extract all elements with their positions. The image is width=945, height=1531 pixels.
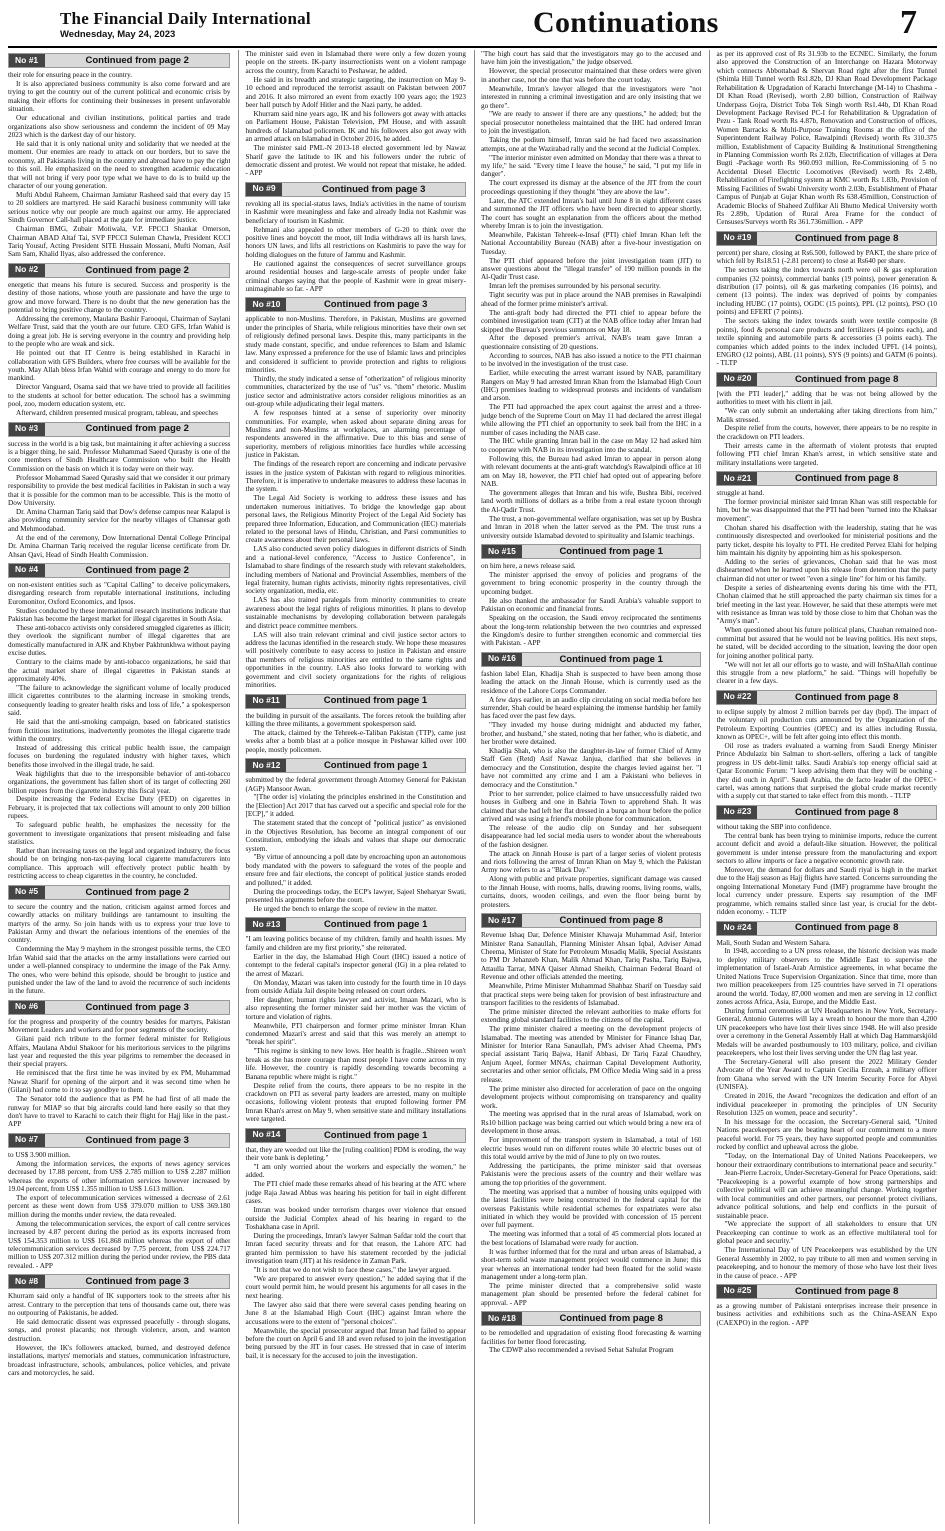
continuation-header [245,1128,466,1143]
continuation-number: No #17 [482,914,522,927]
article-paragraph: Afterward, children presented musical program, tableau, and speeches [16,409,218,418]
article-paragraph: However, the IK's followers attacked, burned, and destroyed defence installations, martyrs' memorials and statues, communication infrastructure, broadcast infrastructure, schools, ambulances, police vehicles, and private cars and motorcycles, he said. [8,1343,231,1378]
continued-from-label: Continued from page 2 [85,54,189,66]
article-paragraph: Adding to the series of grievances, Chohan said that he was most disheartened when he learned upon his release from detention that the party chairman did not utter or tweet "even a single line" for him or his family. [716,557,937,583]
article-continuation [245,917,466,1123]
article-paragraph: Dr. Amina Charman Tariq said that Dow's defense campus near Kalapul is also providing community service for the nearby villages of Chanesar goth and Mehmoodabad. [8,507,231,533]
article-paragraph: "By virtue of announcing a poll date by encroaching upon an autonomous body mandated with the powers to safeguard the votes of the people and ensure free and fair elections, the concept of political justice stands eroded and polluted," it added. [245,853,466,887]
article-paragraph: Jean-Pierre Lacroix, Under-Secretary-General for Peace Operations, said: "Peacekeeping is a powerful example of how strong partnerships and collective political will can achieve meaningful change. Working together with local communities and other partners, our personnel protect civilians, advance political solutions, and help end conflicts in the pursuit of sustainable peace. [716,1169,937,1220]
article-continuation [8,1000,230,1129]
article-continuation [481,652,702,909]
article-paragraph: Rather than increasing taxes on the legal and organized industry, the focus should be on bringing non-tax-paying local cigarette manufacturers into compliance. This approach will effectively protect public health by restricting access to cheap cigarettes in the country, he concluded. [8,847,231,881]
continuation-header [245,297,466,312]
continuation-header [8,1274,230,1289]
article-paragraph: The minister said even in Islamabad there were only a few dozen young people on the streets. IK-party insurrectionists went on a violent rampage across the country, from Karachi to Peshawar, he added. [245,50,466,75]
article-paragraph: to secure the country and the nation, criticism against armed forces and cowardly attacks on military buildings are tantamount to insulting the martyrs of the army. So join hands with us to express your true love to Pakistan Army and thwart the nefarious intentions of the enemies of the country. [8,902,231,945]
continuation-number: No #1 [9,54,45,67]
column-1 [8,50,230,1524]
article-paragraph: "They invaded my house during midnight and abducted my father, brother, and husband," she stated, noting that her father, who is diabetic, and her brother were detained. [480,721,702,747]
continued-from-label: Continued from page 8 [559,915,663,927]
article-paragraph: Meanwhile, the special prosecutor argued that Imran had failed to appear before the court on April 6 and 18 and even refused to join the investigation being pursued by the JIT in four cases. He stressed that in case of interim bail, it is necessary for the accused to join the investigation. [245,1326,466,1360]
article-continuation [481,913,702,1307]
article-paragraph: The export of telecommunication services witnessed a decrease of 2.61 percent as these went down from US$ 379.070 million to US$ 369.180 million during the months under review, the data revealed. [8,1193,231,1219]
continued-from-label: Continued from page 3 [322,183,426,195]
article-paragraph: These anti-tobacco activists only considered smuggled cigarettes as illicit; they overlook the significant number of illegal cigarettes that are domestically manufactured in AJK and Khyber Pakhtunkhwa without paying excise duties. [8,624,231,658]
newspaper-name: The Financial Daily International [60,9,311,28]
article-paragraph: After the deposed premier's arrival, NAB's team gave Imran a questionnaire consisting of 20 questions. [480,334,702,351]
continuation-header [8,1000,230,1015]
article-paragraph: applicable to non-Muslims. Therefore, in Pakistan, Muslims are governed under the principles of Sharia, while religious minorities have their own set of religiously defined personal laws. Despite this, many participants in the study made constant, specific, and undue references to Islam and Islamic law. Many expressed a preference for the use of Islamic laws and principles and considered it sufficient to provide protection and rights to religious minorities. [245,315,466,374]
article-paragraph: To safeguard public health, he emphasizes the necessity for the government to investigate organizations that present misleading and false statistics. [8,821,231,847]
article-paragraph: He said that the anti-smoking campaign, based on fabricated statistics from fictitious institutions, inadvertently promotes the illegal cigarette trade within the country. [8,718,231,744]
continuation-number: No #9 [246,183,282,196]
article-paragraph: Following this, the Bureau had asked Imran to appear in person along with relevant documents at the anti-graft watchdog's Rawalpindi office at 10 am on May 18, however, the PTI chief had opted out of appearing before NAB. [480,454,702,489]
continuation-number: No #2 [9,264,45,277]
article-paragraph: Later, the ATC extended Imran's bail until June 8 in eight different cases and summoned the JIT officers who have been directed to appear shortly. The court has sought an explanation from the officers about the method whereby Imran is to join the investigation. [480,196,702,230]
article-paragraph: Meanwhile, Pakistan Tehreek-e-Insaf (PTI) chief Imran Khan left the National Accountability Bureau (NAB) after a five-hour investigation on Tuesday. [480,230,702,256]
continued-from-label: Continued from page 1 [323,1129,428,1141]
masthead [8,4,937,48]
article-columns [8,50,937,1524]
article-paragraph: Director Vanguard, Osama said that we have tried to provide all facilities to the students at school for better education. The school has a swimming pool, zoo, modern education system, etc. [8,383,231,409]
article-paragraph: Condemning the May 9 mayhem in the strongest possible terms, the CEO Irfan Wahid said that the attacks on the army installations were carried out under a well-planned conspiracy to undermine the image of the Pak Army. The ones, who were behind this episode, should be brought to justice and punished under the law of the land to avoid the recurrence of such incidents in the future. [8,945,231,996]
article-paragraph: The attack on Jinnah House is part of a larger series of violent protests and riots following the arrest of Imran Khan on May 9, which the Pakistan Army now refers to as a "Black Day." [480,849,702,875]
column-4 [709,50,937,1524]
article-paragraph: "I am only worried about the workers and especially the women," he added. [245,1163,466,1180]
article-paragraph: For improvement of the transport system in Islamabad, a total of 160 electric buses would run on different routes while 30 electric buses out of this total would arrive by the mid of June to ply on two routes. [480,1136,702,1162]
article-paragraph: Rehmani also appealed to other members of G-20 to think over the positive lines and boycott the moot, till India withdraws all its harsh laws, honors UN laws, and lifts all restrictions on Kashmiris to pave the way for holding dialogues on the future of Jammu and Kashmir. [245,225,466,259]
continuation-header [8,263,230,278]
article-continuation [716,1284,937,1327]
continuation-number: No #25 [717,1285,757,1298]
article-paragraph: Created in 2016, the Award "recognizes the dedication and effort of an individual peacekeeper in promoting the principles of UN Security Resolution 1325 on women, peace and security". [716,1092,937,1117]
continuation-number: No #19 [717,232,757,245]
article-paragraph: Studies conducted by these international research institutions indicate that Pakistan has become the largest market for illegal cigarettes in South Asia. [8,606,231,624]
article-paragraph: The meeting was informed that a total of 45 commercial plots located at the best locations of Islamabad were ready for auction. [480,1230,702,1247]
continued-from-label: Continued from page 2 [85,423,189,435]
continued-from-label: Continued from page 8 [794,806,899,818]
article-continuation [716,231,937,368]
article-paragraph: Meanwhile, Imran's lawyer alleged that the investigators were "not interested in running a criminal investigation and are only insisting that we go there". [480,84,702,110]
article-paragraph: Mali, South Sudan and Western Sahara. [716,938,831,947]
continuation-header [245,758,466,773]
article-paragraph: The prime minister directed the relevant authorities to make efforts for extending global standard facilities to the citizens of the capital. [480,1007,702,1025]
article-paragraph: without taking the SBP into confidence. [716,822,832,831]
article-paragraph: The Secretary-General will also present the 2022 Military Gender Advocate of the Year Award to Captain Cecilia Erzuah, a military officer from Ghana who served with the UN Interim Security Force for Abyei (UNISFA). [716,1057,937,1092]
article-paragraph: LAS will also train relevant criminal and civil justice sector actors to address the lacunas identified in the research study. We hope these measures will positively contribute to easy access to justice in Pakistan and ensure that members of religious minorities are entitled to the same rights and opportunities in the country. LAS also looks forward to working with government and civil society organizations for the rights of religious minorities. [245,630,466,690]
continuation-header [716,805,937,820]
article-paragraph: The sectors taking the index towards south were textile composite (8 points), food & personal care products and fertilizers (4 points each), and textile spinning and automobile parts & accessories (3 points each). The companies which added points to the index included UPFL (14 points), ENGRO (12 points), ABL (11 points), SYS (9 points) and GATM (6 points). - TLTP [716,317,937,368]
article-paragraph: Oil rose as traders evaluated a warning from Saudi Energy Minister Prince Abdulaziz bin Salman to short-sellers, offering a lack of tangible progress in US debt-limit talks. Saudi Arabia's top energy official said at Qatar Economic Forum: "I keep advising them that they will be ouching - they did ouch in April". Saudi Arabia, the de facto leader of the OPEC+ cartel, was among nations that surprised the global crude market recently with a supply cut that started to take effect from this month. - TLTP [716,741,937,801]
article-paragraph: "The failure to acknowledge the significant volume of locally produced illicit cigarettes contributes to the alarming increase in smoking trends, consequently leading to greater health risks and loss of life," a spokesperson said. [8,684,231,718]
continuation-number: No #11 [246,695,285,708]
continuation-number: No #24 [717,922,757,935]
continuation-header [8,885,230,900]
article-continuation [245,1128,466,1361]
article-paragraph: Prior to her surrender, police claimed to have unsuccessfully raided two houses in Gulberg and one in Bahria Town to apprehend Shah. It was claimed that she had left her flat dressed in a burqa an hour before the police arrived and was using a friend's mobile phone for communication. [480,789,702,823]
article-paragraph: The PTI chief made these remarks ahead of his hearing at the ATC where judge Raja Jawad Abbas was hearing his petition for bail in eight different cases. [245,1180,466,1206]
article-paragraph: Her daughter, human rights lawyer and activist, Imaan Mazari, who is also representing the former minister said her mother was the victim of torture and violation of rights. [245,995,466,1021]
continuation-header [716,690,937,705]
article-paragraph: Along with public and private properties, significant damage was caused to the Jinnah House, with rooms, halls, drawing rooms, living rooms, walls, curtains, doors, wooden ceilings, and even the floor being burnt by protesters. [480,875,702,909]
article-paragraph: Contrary to the claims made by anti-tobacco organizations, he said that the actual market share of illegal cigarettes in Pakistan stands at approximately 40%. [8,658,231,684]
article-paragraph: percent) per share, closing at Rs6.500, followed by PAKT, the share price of which fell by Rs18.51 (-2.81 percent) to close at Rs640 per share. [716,248,937,266]
article-paragraph: The central bank has been trying to minimise imports, reduce the current account deficit and avoid a default-like situation. However, the political government is under intense pressure from the manufacturing and export sectors to allow imports or face a negative economic growth rate. [716,831,937,866]
article-paragraph: Despite relief from the courts, there appears to be no respite in the crackdown on PTI as several party leaders are arrested, many on multiple occasions, following violent protests that erupted following former PM Imran Khan's arrest on May 9, when sensitive state and military installations were targeted. [245,1081,466,1124]
article-continuation [245,694,466,755]
article-paragraph: Khurram said nine years ago, IK and his followers got away with attacks on Parliament House, Pakistan Television, PM House, and with assault hundreds of Islamabad policemen. IK and his followers also got away with an armed attack on Islamabad in October 2016, he added. [245,109,466,144]
article-continuation [245,297,466,689]
article-paragraph: The Legal Aid Society is working to address these issues and has undertaken numerous initiatives. To bridge the knowledge gap about personal laws, the Religious Minority Project of the Legal Aid Society has prepared three Information, Education, and Communication (IEC) materials related to the personal laws of Hindu, Christian, and Parsi communities to create awareness about their personal laws. [245,494,466,545]
article-paragraph: "We can only submit an undertaking after taking directions from him," Malik stressed. [716,407,937,424]
continuation-header [481,544,702,559]
article-paragraph: Chairman BMG, Zubair Motiwala, V.P. FPCCI Shaukat Omerson, Chairman ABAD Altaf Tai, SVP FPCCI Suleman Chawla, President KCCI Tariq Yousuf, Acting President SITE Hussain Mossani, Mufti Noman, Asif Sam Sam, Khalid Ilyas, also addressed the conference. [8,225,231,259]
article-paragraph: struggle at hand. [716,489,765,498]
article-paragraph: Meanwhile, Prime Minister Muhammad Shahbaz Sharif on Tuesday said that practical steps were being taken for provision of best infrastructure and transport facilities to the residents of Islamabad. [480,982,702,1007]
article-continuation [245,758,466,913]
article-paragraph: as per its approved cost of Rs 31.93b to the ECNEC. Similarly, the forum also approved the Construction of an Interchange on Hazara Motorway which connects Abbottabad & Shervan Road right after the first Tunnel (Shimla Hill Tunnel worth Rs1.82b, DJ Khan Road Development Package Rehabilitation & Upgradation of Karachi Interchange (M-14) to Chashma -DI Khan Road (Revised), worth 2.80 billion, Construction of Railway Underpass Gojra, District Toba Tek Singh worth Rs1.44b, DI Khan Road Development Package Revised PC-I for Rehabilitation & Upgradation of Pezu - Tank Road worth Rs 4.87b, Renovation and Construction of offices, Women Barracks & Multi-Purpose Training Rooms at the office of the Superintendent Railway Police, Rawalpindi (Revised) worth Rs 310.375 million, Establishment of Capacity Building & Institutional Strengthening in Planning Commission worth Rs 2.02b, Electrification of villages at Dera Bugti -Package worth Rs 960.093 million, Re-Commissioning of 5 no Accidental Diesel Electric Locomotives (Revised) worth Rs 2.48b, Rehabilitation of Firefighting system at KMC worth Rs 1.83b, Provision of Missing Facilities of Swabi University worth 2.03b, Establishment of Phatar Campus of Punjab at Gujar Khan worth Rs 638.45million, Construction of Academic Blocks of Shaheed Zulfikar Ali Bhutto Medical University worth Rs 2.89b, Updation of Rural Area Frame for the conduct of Censuses/Surveys worth Rs 361.736million. - APP [716,50,937,227]
continuation-number: No #10 [246,298,286,311]
article-paragraph: "We will not let all our efforts go to waste, and will InShaAllah continue this struggle from a new platform," he said. "Things will hopefully be clearer in a few days. [716,660,937,686]
article-paragraph: "We are ready to answer if there are any questions," he added; but the special prosecutor nonetheless maintained that the IHC had ordered Imran to join the investigation. [480,110,702,136]
article-continuation [8,1133,230,1270]
continued-from-label: Continued from page 8 [559,1313,663,1325]
article-paragraph: that, they are weeded out like the [ruling coalition] PDM is eroding, the way their vote bank is depleting." [245,1145,466,1163]
article-paragraph: When questioned about his future political plans, Chauhan remained non-committal but assured that he would not be leaving politics. His next steps, he stated, will be decided according to the situation, leaving the door open for joining another political party. [716,626,937,660]
article-paragraph: as a growing number of Pakistani enterprises increase their presence in business activities and exhibitions such as the China-ASEAN Expo (CAEXPO) in the region. - APP [716,1301,937,1327]
article-paragraph: to US$ 3.900 million. [8,1150,71,1159]
article-paragraph: LAS has also trained paralegals from minority communities to create awareness about the legal rights of religious minorities. It plans to develop sustainable mechanisms by developing collaboration between paralegals and district peace committee members. [245,596,466,630]
article-continuation [245,182,466,294]
continuation-number: No #6 [9,1001,45,1014]
continuation-header [716,921,937,936]
article-continuation [8,422,230,559]
article-paragraph: Imran left the premises surrounded by his personal security. [488,282,661,291]
article-paragraph: [with the PTI leader]," adding that he was not being allowed by the authorities to meet with his client in jail. [716,389,937,407]
continued-from-label: Continued from page 1 [559,545,663,557]
article-paragraph: It was further informed that for the rural and urban areas of Islamabad, a short-term solid waste management project would commence in June; this year whereas an international tender had been floated for the solid waste management under a long-term plan. [480,1247,702,1281]
article-continuation [716,690,937,801]
article-paragraph: The CDWP also recommended a revised Sehat Sahulat Program [488,1346,674,1355]
article-continuation [481,50,702,540]
continued-from-label: Continued from page 8 [794,691,899,703]
article-paragraph: fashion label Elan, Khadija Shah is suspected to have been among those leading the attack on the Jinnah House, which is currently used as the residence of the Lahore Corps Commander. [480,669,702,695]
article-paragraph: Earlier, while executing the arrest warrant issued by NAB, paramilitary Rangers on May 9 had arrested Imran Khan from the Islamabad High Court (IHC) premises leading to widespread protests and incidents of vandalism and arson. [480,369,702,403]
article-paragraph: "We appreciate the support of all stakeholders to ensure that UN Peacekeeping can continue to work as an effective multilateral tool for global peace and security." [716,1220,937,1246]
article-paragraph: The attack, claimed by the Tehreek-e-Taliban Pakistan (TTP), came just weeks after a bomb blast at a police mosque in Peshawar killed over 100 people, mostly policemen. [245,728,466,754]
article-paragraph: The court expressed its dismay at the absence of the JIT from the court proceedings questioning if they thought "they are above the law". [480,179,702,196]
article-paragraph: "It is not that we do not wish to face these cases," the lawyer argued. [253,1266,451,1275]
article-paragraph: their role for ensuring peace in the country. [8,71,133,79]
article-paragraph: "I am leaving politics because of my children, family and health issues. My family and children are my first priority," she reiterated. [245,935,466,952]
article-continuation [8,885,230,996]
article-paragraph: The PTI had approached the apex court against the arrest and a three-judge bench of the Supreme Court on May 11 had declared the arrest illegal while allowing the PTI chief an opportunity to seek bail from the IHC in a number of cases including the NAB case. [480,403,702,437]
page-number: 7 [900,4,917,41]
article-continuation [716,471,937,686]
article-paragraph: Speaking on the occasion, the Saudi envoy reciprocated the sentiments about the long-term relationship between the two countries and expressed the Kingdom's desire to further strengthen economic and commercial ties with Pakistan. - APP [480,614,702,648]
article-paragraph: on non-existent entities such as "Capital Calling" to deceive policymakers, disregarding research from reputable international institutions, including Euromonitor, Oxford Economics, and Ipsos. [8,580,231,606]
continuation-header [481,1311,702,1326]
article-continuation [8,563,230,881]
article-paragraph: Chohan shared his disaffection with the leadership, stating that he was continuously disrespected and overlooked for ministerial positions and the party ticket, despite his loyalty to PTI. He credited Pervez Elahi for helping him maintain his dignity by appointing him as his spokesperson. [716,523,937,558]
article-paragraph: He reminisced that the first time he was invited by ex PM, Muhammad Nawaz Sharif for opening of the airport and it was second time when he (Gilani) had come to it to say goodbye to them. [8,1069,231,1095]
article-paragraph: Their arrests came in the aftermath of violent protests that erupted following PTI chief Imran Khan's arrest, in which sensitive state and military installations were targeted. [716,441,937,467]
article-paragraph: He pointed out that IT Centre is being established in Karachi in collaboration with GFS Builders, where free courses will be available for the youth. May Allah bless Irfan Wahid with courage and energy to do more for mankind. [8,349,231,383]
article-paragraph: "[The order is] violating the principles enshrined in the Constitution and the [Election] Act 2017 that has carved out a specific and special role for the [ECP]," it added. [245,793,466,819]
continuation-header [245,694,466,709]
continuation-number: No #8 [9,1275,45,1288]
continued-from-label: Continued from page 2 [85,564,189,576]
article-continuation [8,263,230,418]
article-paragraph: The minister said PML-N 2013-18 elected government led by Nawaz Sharif gave the latitude to IK and his followers under the rubric of democratic dissent and protest. We would not repeat that mistake, he added. - APP [245,144,466,178]
continuation-number: No #14 [246,1129,286,1142]
continuation-number: No #4 [9,564,45,577]
article-paragraph: on him here, a news release said. [480,562,576,571]
continued-from-label: Continued from page 1 [559,653,663,665]
article-paragraph: The minister apprised the envoy of policies and programs of the government to bring economic prosperity in the country through the upcoming budget. [480,570,702,596]
article-paragraph: In his message for the occasion, the Secretary-General said, "United Nations peacekeepers are the beating heart of our commitment to a more peaceful world. For 75 years, they have supported people and communities rocked by conflict and upheaval across the globe. [716,1117,937,1152]
continuation-number: No #18 [482,1312,522,1325]
continuation-number: No #5 [9,886,45,899]
article-paragraph: Mufti Abdul Raheem, Chairman Jamiatur Rasheed said that every day 15 to 20 soldiers are martyred. He said Karachi business community will take serious notice why our people are much against our army. He appreciated Sindh Governor Call-hall placed at the gate for immediate justice. [8,190,231,225]
article-continuation [716,372,937,467]
article-paragraph: Imran was booked under terrorism charges over violence that ensued outside the Judicial Complex ahead of his hearing in regard to the Toshakhana case in April. [245,1206,466,1231]
article-paragraph: "Today, on the International Day of United Nations Peacekeepers, we honour their extraordinary contributions to international peace and security." [716,1152,937,1169]
article-paragraph: However, the special prosecutor maintained that these orders were given in another case, not the one that was before the court today. [480,67,702,84]
article-paragraph: During the proceedings today, the ECP's lawyer, Sajeel Sheharyar Swati, presented his arguments before the court. [245,887,466,905]
article-paragraph: Among the telecommunication services, the export of call centre services increased by 4.87 percent during the period as its exports increased from US$ 154.353 million to US$ 161.868 million whereas the export of other telecommunication services decreased by 7.75 percent, from US$ 224.717 million to US$ 207.312 million during the period under review, the PBS data revealed. - APP [8,1219,231,1270]
continued-from-label: Continued from page 3 [323,299,428,311]
article-paragraph: Despite increasing the Federal Excise Duty (FED) on cigarettes in February, it is projected that tax collections will amount to only 200 billion rupees. [8,795,231,821]
article-paragraph: Tight security was put in place around the NAB premises in Rawalpindi ahead of the former prime minister's arrival. [480,291,702,308]
article-paragraph: The anti-graft body had directed the PTI chief to appear before the combined investigation team (CIT) at the NAB office today after Imran had skipped the Bureau's previous summons on May 18. [480,308,702,334]
continued-from-label: Continued from page 2 [85,264,189,276]
article-paragraph: A few days earlier, in an audio clip circulating on social media before her surrender, Shah could be heard explaining the immense hardship her family has faced over the past few days. [480,695,702,721]
article-paragraph: Addressing the participants, the prime minister said that overseas Pakistanis were the precious assets of the country and their welfare was among the top priorities of the government. [480,1161,702,1187]
article-paragraph: Instead of addressing this critical public health issue, the campaign focuses on burdening the regulated industry with higher taxes, which benefits those involved in the illegal trade, he said. [8,743,231,769]
continued-from-label: Continued from page 8 [794,473,899,484]
article-paragraph: He also thanked the ambassador for Saudi Arabia's valuable support to Pakistan on economic and financial fronts. [480,596,702,614]
article-paragraph: The findings of the research report are concerning and indicate pervasive issues in the justice system of Pakistan with regard to religious minorities. Therefore, it is imperative to undertake measures to address these lacunas in the system. [245,460,466,494]
article-paragraph: Gilani paid rich tribute to the former federal minister for Religious Affairs, Maulana Abdul Shakoor for his meritorious services to the pilgrims last year and requested the this year pilgrims to remember the deceased in their special prayers. [8,1035,231,1069]
article-paragraph: Our educational and civilian institutions, political parties and trade organizations also show seriousness and condemn the incident of 09 May 2023 which is the darkest day of our history. [8,114,231,139]
continued-from-label: Continued from page 1 [323,919,428,931]
article-continuation [481,1311,702,1355]
continuation-header [481,913,702,928]
continued-from-label: Continued from page 8 [794,1285,899,1297]
article-paragraph: Despite relief from the courts, however, there appears to be no respite in the crackdown on PTI leaders. [716,424,937,441]
article-paragraph: Thirdly, the study indicated a sense of "otherization" of religious minority communities, characterized by the use of "us" vs. "them" rhetoric. Muslim justice sector and administrative actors consider religious minorities as an out-group while adjudicating their legal matters. [245,374,466,409]
article-paragraph: Among the information services, the exports of news agency services decreased by 17.88 percent, from US$ 2.785 million to US$ 2.287 million whereas the exports of other information services however increased by 19.04 percent, from US$ 1.355 million to US$ 1.613 million. [8,1159,231,1194]
article-paragraph: He urged the bench to enlarge the scope of review in the matter. [253,904,438,913]
article-paragraph: The lawyer also said that there were several cases pending hearing on June 8 at the Islamabad High Court (IHC) against Imran where the accusations were to the extent of "personal choices". [245,1300,466,1326]
article-paragraph: The sectors taking the index towards north were oil & gas exploration companies (32 points), commercial banks (19 points), power generation & distribution (17 points), oil & gas marketing companies (16 points), and cement (13 points). The index was deprived of points by companies including HUBC (17 points), OGDC (15 points), PPL (12 points), PSO (10 points) and EFERT (7 points). [716,266,937,317]
continuation-number: No #3 [9,423,45,436]
article-paragraph: He said in its breadth and strategic targeting, the insurrection on May 9-10 echoed and reproduced the terrorist assault on Pakistan between 2007 and 2016. It also mirrored an event from exactly 100 years ago; the 1923 beer hall putsch by Adolf Hitler and the Nazi party, he added. [245,75,466,110]
continued-from-label: Continued from page 2 [85,886,189,898]
article-paragraph: The meeting was apprised that a number of housing units equipped with the latest facilities were being constructed in the federal capital for the overseas Pakistanis while residential schemes for expatriates were also initiated in which they would be provided with concession of 15 percent over full payment. [480,1187,702,1230]
continuation-header [8,563,230,578]
article-paragraph: Moreover, the demand for dollars and Saudi riyal is high in the market due to the Hajj season as Hajj flights have started. Concerns surrounding the ongoing International Monetary Fund (IMF) programme have brought the local currency under pressure. Experts say resumption of the IMF programme, which remains stalled since last year, is crucial for the debt-ridden economy. - TLTP [716,866,937,917]
article-continuation [8,53,230,259]
article-paragraph: "This regime is sinking to new lows. Her health is fragile...Shireen won't break as she has more courage than most people I have come across in my life. However, the country is rapidly descending towards becoming a Banana republic where might is right." [245,1047,466,1081]
article-paragraph: Khadija Shah, who is also the daughter-in-law of former Chief of Army Staff Gen (Retd) Asif Nawaz Janjua, clarified that she believes in democracy and the Constitution, despite the charges levied against her. "I have not committed any crime and I am a Pakistani who believes in democracy and the Constitution." [480,747,702,789]
continued-from-label: Continued from page 8 [794,373,899,385]
continuation-number: No #13 [246,918,286,931]
article-paragraph: success in the world is a big task, but maintaining it after achieving a success is a bigger thing, he said. Professor Muhammad Saeed Qurashy is one of the core members of Sindh Healthcare Commission who built the Health Commission on the basis on which it is today were on their way. [8,439,231,473]
article-paragraph: On Monday, Mazari was taken into custody for the fourth time in 10 days from outside Adiala Jail despite being released on court orders. [245,978,466,995]
continuation-header [8,422,230,437]
article-continuation [716,805,937,917]
continuation-number: No #16 [482,653,522,666]
article-paragraph: He said democratic dissent was expressed peacefully - through slogans, songs, and protest placards; not through violence, arson, and wanton destruction. [8,1318,231,1343]
article-paragraph: revoking all its special-status laws, India's activities in the name of tourism in Kashmir were meaningless and fake and already India not Kashmir was beneficiary of tourism in Kashmir. [245,199,466,225]
article-continuation [716,50,937,227]
continuation-number: No #22 [717,691,757,704]
article-paragraph: The prime minister chaired a meeting on the development projects of Islamabad. The meeting was attended by Minister for Finance Ishaq Dar, Minister for Interior Rana Sanaullah, PM's adviser Ahad Cheema, PM's special assistant Tariq Bajwa, Hanif Abbasi, Dr Tariq Fazal Chaudhry, Anjum Aqeel, former MNAs, chairman Capital Development Authority, secretaries and other senior officials, PM Office Media Wing said in a press release. [480,1025,702,1084]
article-paragraph: The government alleges that Imran and his wife, Bushra Bibi, received land worth millions of dollars as a bribe from a real estate tycoon through the Al-Qadir Trust. [480,489,702,514]
article-paragraph: A few responses hinted at a sense of superiority over minority communities. For example, when asked about separate dining areas for Muslims and non-Muslims at workplaces, an alarming percentage of respondents answered in the affirmative. Due to this bias and sense of superiority, members of religious minorities face hurdles while accessing justice in Pakistan. [245,409,466,460]
continuation-header [8,1133,230,1148]
article-paragraph: He said that it is only national unity and solidarity that we needed at the moment. Our enemies are ready to attack on our borders, but to save the economy, all Pakistanis living in the country and abroad have to pay the right to this soil. He emphasized on the need to strengthen academic education that will not bring if very poor type what we have to do is to build up the character of our young generation. [8,139,231,190]
article-continuation [8,1274,230,1377]
article-paragraph: "The high court has said that the investigators may go to the accused and have him join the investigation," the judge observed. [480,50,702,67]
continuation-header [8,53,230,68]
continuation-number: No #15 [482,545,522,558]
continuation-number: No #21 [717,472,757,485]
section-title: Continuations [533,6,719,39]
continued-from-label: Continued from page 1 [323,760,428,772]
continued-from-label: Continued from page 8 [794,232,899,244]
article-paragraph: He cautioned against the consequences of secret surveillance groups around residential houses and large-scale arrests of people under fake criminal charges saying that the people of Kashmir were in great misery-unimaginable so far. - APP [245,259,466,294]
article-paragraph: The prime minister directed that a comprehensive solid waste management plan should be presented before the federal cabinet for approval. - APP [480,1281,702,1307]
article-paragraph: During formal ceremonies at UN Headquarters in New York, Secretary-General, Antonio Guterres will lay a wreath to honour the more than 4,200 UN peacekeepers who have lost their lives since 1948. He will also preside over a ceremony in the General Assembly Hall at which Dag Hammarskjöld Medals will be awarded posthumously to 103 military, police, and civilian peacekeepers, who lost their lives serving under the UN flag last year. [716,1006,937,1058]
continuation-number: No #12 [246,759,286,772]
column-3 [474,50,702,1524]
continuation-header [716,1284,937,1299]
continued-from-label: Continued from page 3 [85,1001,189,1013]
article-paragraph: The PTI chief appeared before the joint investigation team (JIT) to answer questions about the "illegal transfer" of 190 million pounds in the Al-Qadir Trust case. [480,256,702,282]
article-paragraph: "We are prepared to answer every question," he added saying that if the court would permit him, he would present his arguments for all cases in the next hearing. [245,1275,466,1300]
article-paragraph: Earlier in the day, the Islamabad High Court (IHC) issued a notice of contempt to the federal capital's inspector general (IG) in a plea related to the arrest of Mazari. [245,952,466,978]
column-2 [238,50,466,1524]
article-paragraph: to eclipse supply by almost 2 million barrels per day (bpd). The impact of the voluntary oil production cuts announced by the Organization of the Petroleum Exporting Countries (OPEC) and its allies including Russia, known as OPEC+, will be felt after going into effect this month. [716,707,937,742]
continuation-header [716,372,937,387]
article-paragraph: the building in pursuit of the assailants. The forces retook the building after killing the three militants, a government spokesperson said. [245,711,466,728]
continuation-number: No #7 [9,1134,45,1147]
continued-from-label: Continued from page 3 [85,1276,189,1288]
article-paragraph: Professor Mohammad Saeed Qurashy said that we consider it our primary responsibility to provide the best medical facilities in Pakistan in such a way that it is possible for the common man to be accessible. This is the motto of Dow University. [8,473,231,507]
article-paragraph: The release of the audio clip on Sunday and her subsequent disappearance had led social media users to wonder about the whereabouts of the fashion designer. [480,823,702,849]
article-paragraph: According to sources, NAB has also issued a notice to the PTI chairman to be involved in the investigation of the trust case. [480,351,702,369]
article-paragraph: The Senator told the audience that as PM he had first of all made the runway for MIAP so that big aircrafts could land here easily so that they don't have to travel to Karachi to catch their flight for Hajj like in the past.-APP [8,1095,231,1129]
article-paragraph: submitted by the federal government through Attorney General for Pakistan (AGP) Mansoor Awan. [245,776,466,793]
article-paragraph: Despite a series of disheartening events during his time with the PTI, Chohan claimed that he still approached the party chairman six times for a brief meeting in the last year. However, he said that these attempts were met with resistance as Imran was told by those close to him that Chohan was the "Army's man". [716,583,937,626]
article-paragraph: The trust, a non-governmental welfare organisation, was set up by Bushra and Imran in 2018 when the latter served as the PM. The trust runs a university outside Islamabad devoted to spirituality and Islamic teachings. [480,514,702,540]
article-paragraph: Taking the podium himself, Imran said he had faced two assassination attempts, one at the Wazirabad rally and the second at the Judicial Complex. [480,136,702,153]
article-paragraph: The prime minister also directed for acceleration of pace on the ongoing development projects without compromising on transparency and quality work. [480,1084,702,1110]
continuation-header [245,182,466,197]
continuation-number: No #20 [717,373,757,386]
article-paragraph: In 1948, according to a UN press release, the historic decision was made to deploy military observers to the Middle East to supervise the implementation of Israel-Arab Armistice agreements, in what became the United Nations Truce Supervision Organization. Since that time, more than two million peacekeepers from 125 countries have served in 71 operations around the world. Today, 87,000 women and men are serving in 12 conflict zones across Africa, Asia, Europe, and the Middle East. [716,947,937,1006]
article-paragraph: Revenue Ishaq Dar, Defence Minister Khawaja Muhammad Asif, Interior Minister Rana Sanaullah, Planning Minister Ahsan Iqbal, Adviser Amad Cheema, Minister of State for Petroleum Musadiq Malik, Special Assistants to PM Dr Jehanzeb Khan, Malik Ahmad Khan, Tariq Pasha, Tariq Bajwa, Attaulla Tarrar, MNA Qaiser Ahmad Sheikh, Chairman Federal Board of Revenue and other officials attended the meeting. [480,931,702,982]
continuation-header [716,471,937,486]
issue-date: Wednesday, May 24, 2023 [60,29,176,40]
article-continuation [716,921,937,1280]
article-paragraph: Meanwhile, PTI chairperson and former prime minister Imran Khan condemned Mazari's arrest and said that this was merely an attempt to "break her spirit". [245,1021,466,1047]
continuation-header [716,231,937,246]
continuation-number: No #23 [717,806,757,819]
article-paragraph: Addressing the ceremony, Maulana Bashir Farooqui, Chairman of Saylani Welfare Trust, said that the youth are our future. CEO GFS, Irfan Wahid is doing a great job. He is serving everyone in the country and providing help to the people who are weak and sick. [8,314,231,349]
continuation-header [481,652,702,667]
article-paragraph: Weak highlights that due to the irresponsible behavior of anti-tobacco organizations, the government has fallen short of its target of collecting 260 billion rupees from the cigarette industry this fiscal year. [8,769,231,795]
article-paragraph: "The interior minister even admitted on Monday that there was a threat to my life," he said. "Every time I leave the house," he said, "I put my life in danger". [480,153,702,179]
article-paragraph: energetic that means his future is secured. Success and prosperity is the destiny of those nations, whose youth are passionate and have the urge to grow and move forward. There is no doubt that the new generation has the potential to bring positive change to the country. [8,280,231,315]
continuation-header [245,917,466,932]
continued-from-label: Continued from page 3 [85,1134,189,1146]
article-paragraph: It is also appreciated business community is also come forward and are trying to get the country out of the current political and economic crisis by making their efforts for continuing their businesses in present unfavorable situation. [8,79,231,114]
article-paragraph: At the end of the ceremony, Dow International Dental College Principal Dr. Amina Charman Tariq received the regular license certificate from Dr. Ahsan Qavi, Head of Sindh Health Commission. [8,533,231,559]
article-paragraph: LAS also conducted seven policy dialogues in different districts of Sindh and a national-level conference, "Access to Justice Conference", in Islamabad to share findings of the research study with relevant stakeholders, including members of National and Provincial Assemblies, members of the legal fraternity, human rights activists, minority rights representatives, civil society organization, media, etc. [245,545,466,596]
article-paragraph: The former provincial minister said Imran Khan was still respectable for him, but he was disappointed that the PTI had been "turned into the Khaksar movement". [716,497,937,523]
continued-from-label: Continued from page 8 [794,922,899,934]
article-paragraph: The International Day of UN Peacekeepers was established by the UN General Assembly in 2002, to pay tribute to all men and women serving in peacekeeping, and to honour the memory of those who have lost their lives in the cause of peace. - APP [716,1246,937,1280]
continued-from-label: Continued from page 1 [323,695,428,707]
article-paragraph: During the proceedings, Imran's lawyer Salman Safdar told the court that Imran faced security threats and for that reason, the Lahore ATC had granted him permission to have his statement recorded by the judicial investigation team (JIT) at his residence in Zaman Park. [245,1231,466,1266]
article-continuation [481,544,702,648]
article-paragraph: The statement stated that the concept of "political justice" as envisioned in the Objectives Resolution, has become an integral component of our Constitution, embodying the ideals and values that shape our democratic system. [245,819,466,853]
article-paragraph: The IHC while granting Imran bail in the case on May 12 had asked him to cooperate with NAB in its investigation into the scandal. [480,437,702,454]
article-paragraph: for the progress and prosperity of the country besides for martyrs, Pakistan Movement Leaders and workers and for poor segments of the society. [8,1017,231,1035]
article-paragraph: Khurram said only a handful of IK supporters took to the streets after his arrest. Contrary to the perception that tens of thousands came out, there was no outpouring of Pakistanis, he added. [8,1292,231,1318]
article-paragraph: to be remodelled and upgradation of existing flood forecasting & warning facilities for better flood forecasting. [480,1329,702,1346]
article-continuation [245,50,466,178]
article-paragraph: The meeting was apprised that in the rural areas of Islamabad, work on Rs10 billion package was being carried out which would bring a new era of development in those areas. [480,1110,702,1136]
